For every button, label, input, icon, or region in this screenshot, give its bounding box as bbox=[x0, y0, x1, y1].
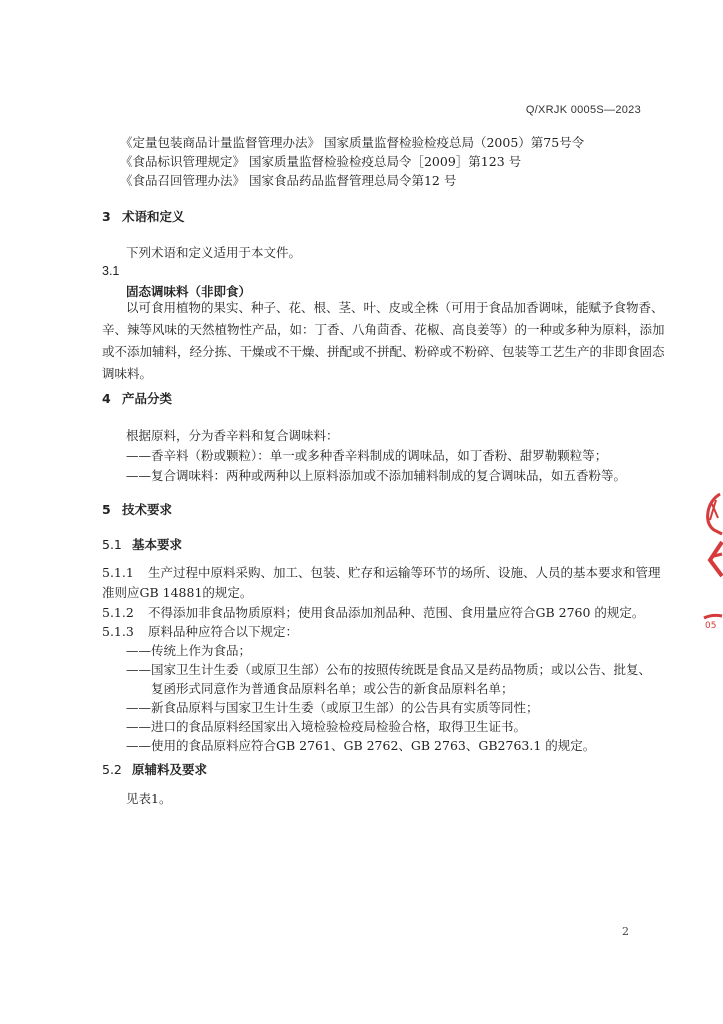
section-title: 产品分类 bbox=[122, 391, 173, 406]
paragraph: 下列术语和定义适用于本文件。 bbox=[126, 245, 302, 260]
term-definition-line: 以可食用植物的果实、种子、花、根、茎、叶、皮或全株（可用于食品加香调味，能赋予食物香、 bbox=[126, 300, 664, 315]
list-item: ——传统上作为食品； bbox=[126, 643, 252, 658]
clause-5-1-2 bbox=[102, 603, 644, 621]
reference-line: 《食品召回管理办法》 国家食品药品监督管理总局令第12 号 bbox=[120, 173, 457, 188]
subsection-title: 基本要求 bbox=[132, 537, 183, 552]
svg-text:05: 05 bbox=[705, 621, 717, 630]
term-number: 3.1 bbox=[102, 264, 120, 278]
list-item: ——进口的食品原料经国家出入境检验检疫局检验合格，取得卫生证书。 bbox=[126, 719, 527, 734]
clause-text-continued: 准则应GB 14881的规定。 bbox=[102, 585, 253, 600]
list-item: ——国家卫生计生委（或原卫生部）公布的按照传统既是食品又是药品物质；或以公告、批复、 bbox=[126, 662, 652, 677]
section-number: 3 bbox=[102, 209, 111, 224]
section-number: 5 bbox=[102, 502, 111, 517]
list-item: ——使用的食品原料应符合GB 2761、GB 2762、GB 2763、GB2763.1 的规定。 bbox=[126, 738, 596, 753]
reference-line: 《食品标识管理规定》 国家质量监督检验检疫总局令［2009］第123 号 bbox=[120, 154, 522, 169]
clause-text: 不得添加非食品物质原料；使用食品添加剂品种、范围、食用量应符合GB 2760 的规定。 bbox=[148, 605, 645, 620]
subsection-number: 5.1 bbox=[102, 537, 122, 552]
list-item: ——新食品原料与国家卫生计生委（或原卫生部）的公告具有实质等同性； bbox=[126, 700, 539, 715]
subsection-title: 原辅料及要求 bbox=[132, 762, 208, 777]
term-name: 固态调味料（非即食） bbox=[126, 284, 252, 299]
section-title: 技术要求 bbox=[122, 502, 173, 517]
clause-5-1-1 bbox=[102, 563, 661, 581]
term-definition-line: 调味料。 bbox=[102, 366, 153, 381]
paragraph: 见表1。 bbox=[126, 791, 172, 806]
document-code: Q/XRJK 0005S—2023 bbox=[525, 104, 641, 116]
clause-text: 原料品种应符合以下规定： bbox=[148, 624, 299, 639]
reference-line: 《定量包装商品计量监督管理办法》 国家质量监督检验检疫总局（2005）第75号令 bbox=[120, 135, 585, 150]
clause-text: 生产过程中原料采购、加工、包装、贮存和运输等环节的场所、设施、人员的基本要求和管理 bbox=[148, 565, 661, 580]
section-title: 术语和定义 bbox=[122, 209, 185, 224]
subsection-heading-5-1 bbox=[102, 535, 182, 553]
list-item: ——复合调味料：两种或两种以上原料添加或不添加辅料制成的复合调味品，如五香粉等。 bbox=[126, 468, 627, 483]
subsection-heading-5-2 bbox=[102, 760, 207, 778]
clause-number: 5.1.2 bbox=[102, 605, 134, 620]
list-item-continued: 复函形式同意作为普通食品原料名单；或公告的新食品原料名单； bbox=[151, 681, 514, 696]
term-definition-line: 辛、辣等风味的天然植物性产品，如：丁香、八角茴香、花椒、高良姜等）的一种或多种为原料，添加 bbox=[102, 322, 665, 337]
section-heading-4 bbox=[102, 389, 172, 407]
clause-number: 5.1.1 bbox=[102, 565, 134, 580]
section-heading-5 bbox=[102, 500, 172, 518]
clause-number: 5.1.3 bbox=[102, 624, 134, 639]
clause-5-1-3 bbox=[102, 622, 298, 640]
paragraph: 根据原料，分为香辛料和复合调味料： bbox=[126, 428, 339, 443]
term-definition-line: 或不添加辅料，经分拣、干燥或不干燥、拼配或不拼配、粉碎或不粉碎、包装等工艺生产的非即食固态 bbox=[102, 344, 665, 359]
list-item: ——香辛料（粉或颗粒）：单一或多种香辛料制成的调味品，如丁香粉、甜罗勒颗粒等； bbox=[126, 448, 608, 463]
page-number: 2 bbox=[622, 925, 629, 938]
seal-stamp bbox=[702, 490, 723, 630]
section-number: 4 bbox=[102, 391, 111, 406]
subsection-number: 5.2 bbox=[102, 762, 122, 777]
section-heading-3 bbox=[102, 207, 185, 225]
